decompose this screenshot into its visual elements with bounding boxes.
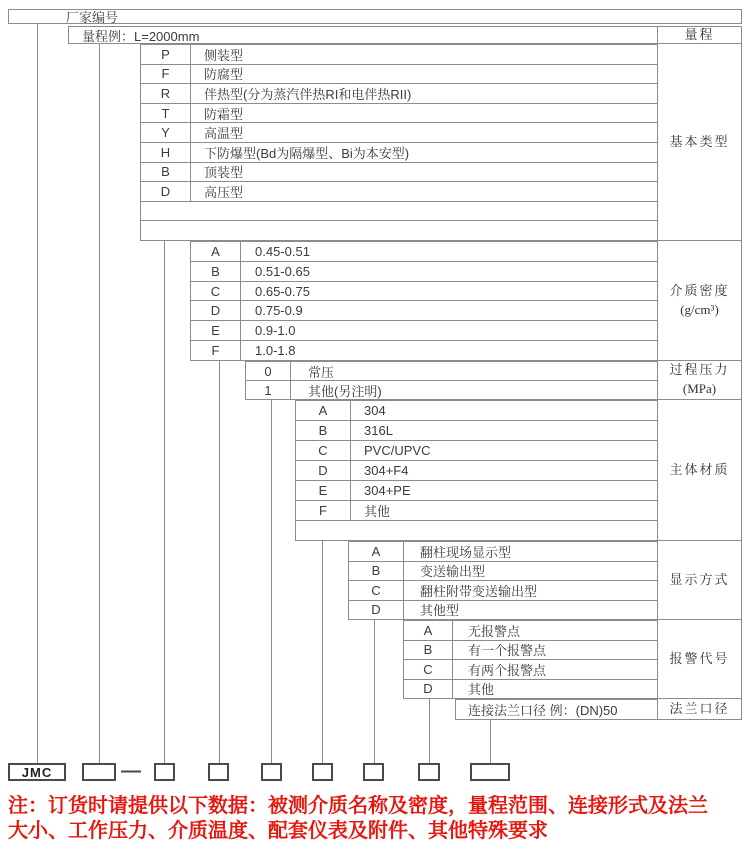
code-cell: B [296, 421, 351, 440]
desc-cell: 304+PE [364, 483, 411, 498]
code-cell: A [296, 401, 351, 420]
table-row [191, 282, 657, 302]
table-row [296, 421, 657, 441]
category-label-alarm-code: 报警代号 [657, 620, 742, 699]
code-box-display-mode [363, 763, 384, 781]
code-cell: D [296, 461, 351, 480]
code-cell: A [349, 542, 404, 561]
desc-cell: 变送输出型 [420, 564, 486, 580]
code-cell: 1 [246, 381, 291, 399]
table-row [404, 660, 657, 680]
desc-cell: 0.65-0.75 [255, 283, 310, 299]
code-cell: P [141, 45, 191, 64]
code-cell: T [141, 104, 191, 123]
code-cell: F [191, 341, 241, 360]
desc-cell: 有一个报警点 [468, 643, 547, 659]
code-cell: E [191, 321, 241, 340]
desc-cell: 翻柱现场显示型 [420, 544, 512, 560]
table-row [349, 581, 657, 601]
body-material-table [295, 400, 657, 541]
code-cell: C [191, 282, 241, 301]
desc-cell: 有两个报警点 [468, 662, 547, 678]
table-row [141, 182, 657, 202]
desc-cell: 侧装型 [204, 47, 244, 63]
table-row [296, 401, 657, 421]
table-row [141, 65, 657, 85]
connector-line-medium-density [219, 361, 220, 763]
code-cell: F [141, 65, 191, 84]
connector-line-manufacturer [37, 24, 38, 763]
medium-density-table [190, 241, 657, 361]
table-row [296, 481, 657, 501]
code-cell: 0 [246, 362, 291, 380]
code-cell: A [404, 621, 453, 640]
desc-cell: 常压 [308, 364, 335, 380]
code-cell: E [296, 481, 351, 500]
code-box-basic-type [154, 763, 175, 781]
table-row-empty [296, 521, 657, 540]
code-box-medium-density [208, 763, 229, 781]
model-separator: — [121, 759, 141, 782]
category-label-flange-size: 法兰口径 [657, 699, 742, 720]
code-cell: A [191, 242, 241, 261]
desc-cell: 防腐型 [204, 67, 244, 83]
code-cell: D [191, 301, 241, 320]
table-row [404, 621, 657, 641]
desc-cell: 304 [364, 403, 386, 418]
process-pressure-table [245, 361, 657, 400]
desc-cell: 304+F4 [364, 463, 409, 478]
table-row [141, 123, 657, 143]
category-label-body-material: 主体材质 [657, 400, 742, 541]
code-cell: B [404, 641, 453, 660]
desc-cell: 顶装型 [204, 165, 244, 181]
table-row [404, 641, 657, 661]
desc-cell: 其他 [468, 682, 495, 698]
basic-type-table [140, 44, 657, 241]
code-cell: C [296, 441, 351, 460]
code-cell: H [141, 143, 191, 162]
code-box-process-pressure [261, 763, 282, 781]
flange-size-table [455, 699, 657, 720]
table-row [141, 143, 657, 163]
category-label-process-pressure: 过程压力 (MPa) [657, 361, 742, 400]
desc-cell: 1.0-1.8 [255, 343, 296, 359]
code-cell: C [349, 581, 404, 600]
table-row [349, 601, 657, 620]
table-row [141, 45, 657, 65]
table-row-empty [141, 202, 657, 222]
code-cell: D [349, 601, 404, 620]
table-row [141, 84, 657, 104]
code-cell: Y [141, 123, 191, 142]
desc-cell: 高温型 [204, 126, 244, 142]
desc-cell: 其他型 [420, 603, 460, 619]
code-cell: B [349, 562, 404, 581]
category-label-display-mode: 显示方式 [657, 541, 742, 620]
table-row [191, 321, 657, 341]
table-row [246, 381, 657, 399]
table-row [296, 461, 657, 481]
category-label-range: 量程 [657, 26, 742, 44]
table-row [296, 501, 657, 521]
connector-line-range [99, 44, 100, 763]
table-row [191, 262, 657, 282]
connector-line-basic-type [164, 241, 165, 763]
desc-cell: 无报警点 [468, 623, 521, 639]
table-row [349, 562, 657, 582]
code-box-range [82, 763, 116, 781]
category-label-medium-density: 介质密度 (g/cm³) [657, 241, 742, 361]
manufacturer-label: 厂家编号 [66, 10, 119, 25]
desc-cell: 防霜型 [204, 106, 244, 122]
alarm-code-table [403, 620, 657, 699]
desc-cell: 翻柱附带变送输出型 [420, 583, 538, 599]
desc-cell: 0.51-0.65 [255, 263, 310, 279]
code-cell: F [296, 501, 351, 520]
manufacturer-row [8, 9, 742, 24]
connector-line-display-mode [374, 620, 375, 763]
table-row [246, 362, 657, 381]
display-mode-table [348, 541, 657, 620]
desc-cell: 其他 [364, 504, 391, 519]
table-row [456, 700, 657, 719]
table-row [296, 441, 657, 461]
desc-cell: 下防爆型(Bd为隔爆型、Bi为本安型) [204, 145, 410, 161]
code-cell: B [141, 163, 191, 182]
table-row [191, 341, 657, 360]
table-row-empty [141, 221, 657, 240]
desc-cell: 高压型 [204, 184, 244, 200]
range-example-label: 量程例：L=2000mm [82, 28, 200, 44]
connector-line-flange-size [490, 720, 491, 763]
connector-line-alarm-code [429, 699, 430, 763]
order-note-line1: 注：订货时请提供以下数据：被测介质名称及密度，量程范围、连接形式及法兰 [8, 795, 708, 817]
table-row [141, 104, 657, 124]
range-row [68, 26, 657, 44]
connector-line-process-pressure [271, 400, 272, 763]
category-label-basic-type: 基本类型 [657, 44, 742, 241]
table-row [349, 542, 657, 562]
order-note-line2: 大小、工作压力、介质温度、配套仪表及附件、其他特殊要求 [8, 820, 548, 842]
category-label-column [657, 26, 742, 720]
order-note [8, 794, 708, 844]
desc-cell: 0.75-0.9 [255, 303, 303, 319]
desc-cell: 伴热型(分为蒸汽伴热RI和电伴热RII) [204, 86, 412, 102]
code-cell: C [404, 660, 453, 679]
code-cell: D [141, 182, 191, 201]
flange-size-cell: 连接法兰口径 例：(DN)50 [468, 703, 618, 718]
table-row [191, 301, 657, 321]
code-cell: B [191, 262, 241, 281]
table-row [141, 163, 657, 183]
desc-cell: 0.9-1.0 [255, 323, 296, 339]
code-box-flange-size [470, 763, 510, 781]
code-cell: D [404, 680, 453, 699]
model-prefix-box: JMC [8, 763, 66, 781]
desc-cell: PVC/UPVC [364, 443, 431, 458]
code-cell: R [141, 84, 191, 103]
desc-cell: 0.45-0.51 [255, 243, 310, 259]
code-box-body-material [312, 763, 333, 781]
desc-cell: 其他(另注明) [308, 383, 382, 399]
desc-cell: 316L [364, 423, 393, 438]
connector-line-body-material [322, 541, 323, 763]
table-row [404, 680, 657, 699]
table-row [191, 242, 657, 262]
code-box-alarm-code [418, 763, 440, 781]
